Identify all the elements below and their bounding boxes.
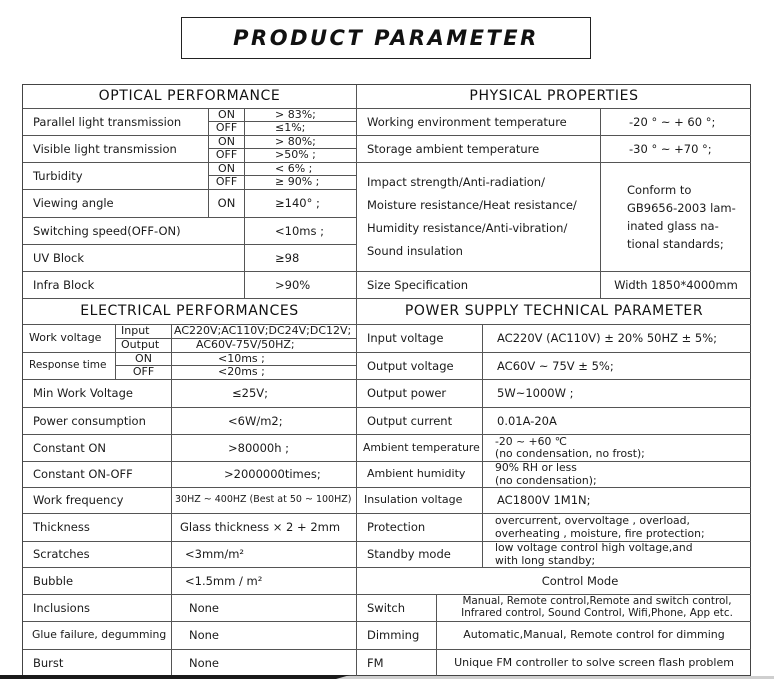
inclusions-label: Inclusions (23, 595, 172, 622)
standby-line-1: low voltage control high voltage,and (495, 542, 693, 555)
parallel-on-value: > 83%; (245, 109, 357, 122)
parallel-label: Parallel light transmission (23, 109, 209, 136)
optical-header: OPTICAL PERFORMANCE (23, 85, 357, 109)
uv-label: UV Block (23, 245, 245, 272)
page-title: PRODUCT PARAMETER (181, 17, 591, 59)
output-power-value: 5W~1000W ; (483, 380, 751, 408)
storage-value: -30 ° ~ +70 °; (601, 136, 751, 163)
ambient-temp-line-2: (no condensation, no frost); (495, 447, 645, 460)
constant-onoff-label: Constant ON-OFF (23, 462, 172, 488)
conform-line-4: tional standards; (627, 237, 724, 251)
power-header: POWER SUPPLY TECHNICAL PARAMETER (357, 299, 751, 325)
switch-line-1: Manual, Remote control,Remote and switch control, (462, 595, 732, 608)
protection-line-2: overheating , moisture, fire protection; (495, 526, 705, 540)
min-work-value: ≤25V; (172, 380, 357, 408)
conform-standards (601, 163, 751, 272)
dimming-value: Automatic,Manual, Remote control for dimming (437, 622, 751, 650)
bubble-value: <1.5mm / m² (172, 568, 357, 595)
work-freq-value: 30HZ ~ 400HZ (Best at 50 ~ 100HZ) (172, 488, 357, 514)
work-voltage-input: Input (116, 325, 172, 339)
switching-value: <10ms ; (245, 218, 357, 245)
ambient-hum-line-2: (no condensation); (495, 473, 597, 487)
output-current-label: Output current (357, 408, 483, 435)
scratches-label: Scratches (23, 542, 172, 568)
work-voltage-input-value: AC220V;AC110V;DC24V;DC12V; (172, 325, 357, 339)
infra-value: >90% (245, 272, 357, 299)
work-voltage-output: Output (116, 339, 172, 353)
standby-value (483, 542, 751, 568)
turbidity-on-value: < 6% ; (245, 163, 357, 176)
switch-line-2: Infrared control, Sound Control, Wifi,Phone, App etc. (461, 607, 733, 619)
visible-on: ON (209, 136, 245, 149)
work-voltage-label: Work voltage (23, 325, 116, 353)
switching-label: Switching speed(OFF-ON) (23, 218, 245, 245)
uv-value: ≥98 (245, 245, 357, 272)
impact-line-3: Humidity resistance/Anti-vibration/ (367, 221, 568, 235)
infra-label: Infra Block (23, 272, 245, 299)
ambient-hum-line-1: 90% RH or less (495, 462, 577, 475)
protection-line-1: overcurrent, overvoltage , overload, (495, 514, 690, 528)
inclusions-value: None (172, 595, 357, 622)
output-voltage-value: AC60V ~ 75V ± 5%; (483, 353, 751, 380)
bubble-label: Bubble (23, 568, 172, 595)
insulation-label: Insulation voltage (357, 488, 483, 514)
ambient-temp-label: Ambient temperature (357, 435, 483, 462)
switch-value (437, 595, 751, 622)
response-on: ON (116, 353, 172, 366)
storage-label: Storage ambient temperature (357, 136, 601, 163)
visible-off-value: >50% ; (245, 149, 357, 163)
conform-line-1: Conform to (627, 183, 692, 197)
fm-value: Unique FM controller to solve screen flash problem (454, 655, 734, 669)
thickness-value: Glass thickness × 2 + 2mm (172, 514, 357, 542)
burst-value: None (172, 650, 357, 676)
glue-label: Glue failure, degumming (23, 622, 172, 650)
control-mode-header: Control Mode (357, 568, 751, 595)
viewing-value: ≥140° ; (245, 190, 357, 218)
fm-label: FM (357, 650, 437, 676)
response-label: Response time (23, 353, 116, 380)
constant-on-value: >80000h ; (172, 435, 357, 462)
work-freq-label: Work frequency (23, 488, 172, 514)
parallel-off-value: ≤1%; (245, 122, 357, 136)
impact-line-4: Sound insulation (367, 244, 463, 258)
ambient-hum-value (483, 462, 751, 488)
standby-line-2: with long standby; (495, 553, 596, 567)
input-voltage-value: AC220V (AC110V) ± 20% 50HZ ± 5%; (483, 325, 751, 353)
power-cons-label: Power consumption (23, 408, 172, 435)
visible-label: Visible light transmission (23, 136, 209, 163)
impact-resistance (357, 163, 601, 272)
response-off-value: <20ms ; (172, 366, 357, 380)
working-env-value: -20 ° ~ + 60 °; (601, 109, 751, 136)
switch-label: Switch (357, 595, 437, 622)
size-value: Width 1850*4000mm (601, 272, 751, 299)
viewing-label: Viewing angle (23, 190, 209, 218)
visible-on-value: > 80%; (245, 136, 357, 149)
constant-onoff-value: >2000000times; (172, 462, 357, 488)
turbidity-label: Turbidity (23, 163, 209, 190)
ambient-hum-label: Ambient humidity (357, 462, 483, 488)
burst-label: Burst (23, 650, 172, 676)
power-cons-value: <6W/m2; (172, 408, 357, 435)
glue-value: None (172, 622, 357, 650)
electrical-header: ELECTRICAL PERFORMANCES (23, 299, 357, 325)
protection-value (483, 514, 751, 542)
output-voltage-label: Output voltage (357, 353, 483, 380)
ambient-temp-line-1: -20 ~ +60 ℃ (495, 435, 567, 448)
insulation-value: AC1800V 1M1N; (483, 488, 751, 514)
dimming-label: Dimming (357, 622, 437, 650)
response-on-value: <10ms ; (172, 353, 357, 366)
protection-label: Protection (357, 514, 483, 542)
physical-header: PHYSICAL PROPERTIES (357, 85, 751, 109)
conform-line-3: inated glass na- (627, 219, 719, 233)
parallel-on: ON (209, 109, 245, 122)
turbidity-on: ON (209, 163, 245, 176)
turbidity-off: OFF (209, 176, 245, 190)
parameter-table (22, 84, 751, 676)
thickness-label: Thickness (23, 514, 172, 542)
viewing-on: ON (209, 190, 245, 218)
scratches-value: <3mm/m² (172, 542, 357, 568)
visible-off: OFF (209, 149, 245, 163)
size-label: Size Specification (357, 272, 601, 299)
ambient-temp-value (483, 435, 751, 462)
min-work-label: Min Work Voltage (23, 380, 172, 408)
bottom-accent-bar (0, 675, 350, 679)
constant-on-label: Constant ON (23, 435, 172, 462)
output-power-label: Output power (357, 380, 483, 408)
parallel-off: OFF (209, 122, 245, 136)
work-voltage-output-value: AC60V-75V/50HZ; (172, 339, 357, 353)
impact-line-1: Impact strength/Anti-radiation/ (367, 175, 545, 189)
conform-line-2: GB9656-2003 lam- (627, 201, 736, 215)
input-voltage-label: Input voltage (357, 325, 483, 353)
response-off: OFF (116, 366, 172, 380)
standby-label: Standby mode (357, 542, 483, 568)
working-env-label: Working environment temperature (357, 109, 601, 136)
turbidity-off-value: ≥ 90% ; (245, 176, 357, 190)
impact-line-2: Moisture resistance/Heat resistance/ (367, 198, 577, 212)
output-current-value: 0.01A-20A (483, 408, 751, 435)
